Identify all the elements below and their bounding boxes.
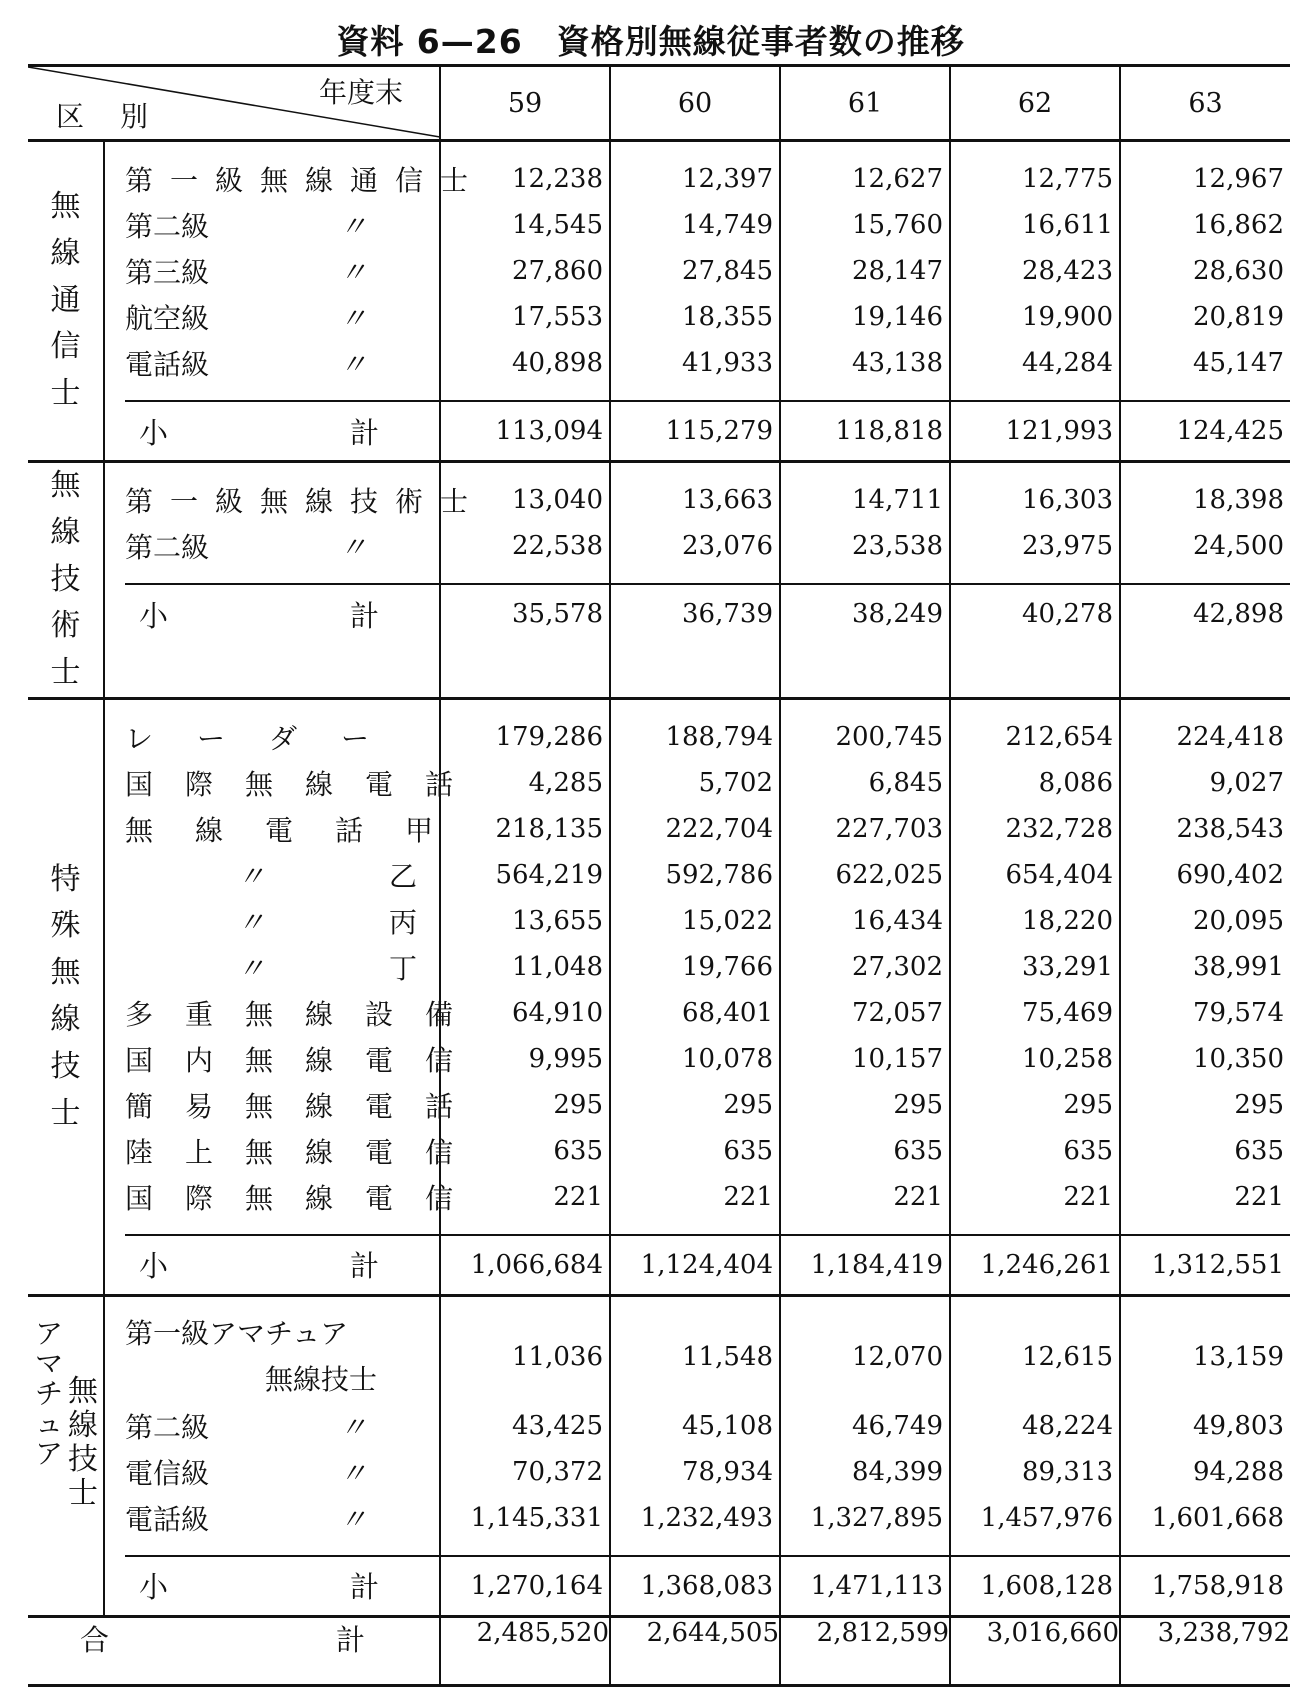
table-cell: 79,574 (1193, 997, 1284, 1028)
table-cell: 無 (50, 468, 81, 503)
table-cell: 218,135 (495, 813, 603, 844)
table-cell: 20,819 (1193, 302, 1284, 332)
table-cell: 75,469 (1022, 997, 1113, 1028)
table-cell: 10,078 (682, 1043, 773, 1074)
table-cell: 19,900 (1022, 302, 1113, 332)
value-column (1120, 141, 1290, 462)
section-amateur-radio (28, 1295, 1290, 1616)
row-label (125, 1449, 439, 1495)
table-cell: 635 (1234, 1135, 1284, 1166)
page-title (0, 16, 1301, 63)
table-cell: 小 (139, 1570, 169, 1605)
value-column (1120, 462, 1290, 699)
row-label (125, 477, 486, 523)
title-text: 資格別無線従事者数の推移 (556, 22, 965, 61)
total-value: 3,238,792 (1120, 1616, 1290, 1685)
table-cell: 221 (723, 1181, 773, 1212)
subtotal-value: 35,578 (441, 583, 609, 643)
table-cell: 12,238 (512, 164, 603, 194)
table-cell: 19,766 (682, 951, 773, 982)
table-cell: 電話級 (125, 348, 210, 381)
group-label (28, 698, 104, 1295)
table-cell: 40,898 (512, 348, 603, 378)
row-label (125, 1128, 486, 1174)
table-cell: 9,027 (1209, 767, 1284, 798)
row-label (125, 1036, 486, 1082)
table-cell: 電話級 (125, 1502, 210, 1536)
table-cell: 18,398 (1193, 485, 1284, 515)
table-cell: 小 (139, 1249, 169, 1284)
table-cell: 〃 (339, 1410, 368, 1444)
table-cell: 15,760 (852, 210, 943, 240)
header-kubetsu: 区別 (56, 100, 185, 133)
table-cell: 11,036 (512, 1341, 603, 1372)
subtotal-value: 1,312,551 (1121, 1234, 1290, 1294)
table-cell: 技 (68, 1441, 98, 1477)
subtotal-value: 121,993 (951, 400, 1119, 460)
subtotal-value: 1,124,404 (611, 1234, 779, 1294)
header-year-end: 年度末 (318, 76, 403, 109)
subtotal-value: 118,818 (781, 400, 949, 460)
table-cell: 224,418 (1176, 721, 1284, 752)
row-label (125, 1495, 439, 1541)
table-cell: 信 (50, 329, 81, 365)
table-cell: 無 (50, 955, 81, 991)
value-column (610, 1295, 780, 1616)
table-cell: 〃 (339, 302, 368, 335)
table-cell: 89,313 (1022, 1456, 1113, 1487)
table-cell: 592,786 (665, 859, 773, 890)
label-column (104, 141, 486, 462)
table-cell: 227,703 (835, 813, 943, 844)
table-cell: 第二級 (125, 1410, 210, 1444)
table-cell: 線 (50, 1001, 81, 1037)
total-label (28, 1616, 440, 1685)
table-cell: 221 (553, 1181, 603, 1212)
label-column (104, 462, 486, 699)
table-cell: 635 (723, 1135, 773, 1166)
value-column (950, 462, 1120, 699)
table-cell: 15,022 (682, 905, 773, 936)
table-cell: 23,975 (1022, 531, 1113, 561)
table-cell: 295 (1234, 1089, 1284, 1120)
table-cell: 24,500 (1193, 531, 1284, 561)
table-cell: 第一級無線技術士 (125, 485, 486, 518)
table-cell: 27,860 (512, 256, 603, 286)
table-cell: 12,967 (1193, 164, 1284, 194)
table-cell: 航空級 (125, 302, 210, 335)
total-value: 2,644,505 (610, 1616, 780, 1685)
table-cell: 9,995 (528, 1043, 603, 1074)
table-cell: 13,159 (1193, 1341, 1284, 1372)
row-label (125, 1311, 439, 1403)
table-cell: 72,057 (852, 997, 943, 1028)
table-cell: 27,845 (682, 256, 773, 286)
table-cell: 18,355 (682, 302, 773, 332)
table-cell: 11,548 (682, 1341, 773, 1372)
table-cell: 238,543 (1176, 813, 1284, 844)
row-label (125, 248, 439, 294)
row-label (125, 760, 486, 806)
table-cell: 12,397 (682, 164, 773, 194)
table-cell: 計 (349, 415, 379, 450)
table-cell: 〃 (237, 951, 266, 985)
table-cell: 49,803 (1193, 1410, 1284, 1441)
table-cell: 無 (68, 1373, 98, 1409)
table-cell: 無線電話甲 (125, 813, 476, 847)
table-cell: 23,076 (682, 531, 773, 561)
subtotal-value: 1,066,684 (441, 1234, 609, 1294)
table-cell: 14,711 (852, 485, 943, 515)
table-cell: 84,399 (852, 1456, 943, 1487)
group-label (28, 1295, 104, 1616)
table-cell: 国際無線電話 (125, 767, 486, 801)
section-radio-operator (28, 141, 1290, 462)
table-cell: 簡易無線電話 (125, 1089, 486, 1123)
value-column (950, 698, 1120, 1295)
table-cell: 特 (50, 861, 81, 897)
value-column (780, 462, 950, 699)
table-cell: 第二級 (125, 531, 210, 564)
row-label (125, 294, 439, 340)
title-ref: 資料 6—26 (336, 22, 523, 61)
table-cell: 士 (68, 1475, 98, 1511)
table-cell: 295 (893, 1089, 943, 1120)
subtotal-label (125, 1555, 439, 1615)
value-column (610, 141, 780, 462)
table-cell: ア (34, 1436, 63, 1470)
value-column (1120, 698, 1290, 1295)
subtotal-value: 1,608,128 (951, 1555, 1119, 1615)
table-cell: 13,663 (682, 485, 773, 515)
value-column (780, 141, 950, 462)
table-cell: 計 (335, 1622, 365, 1657)
year-header: 61 (780, 66, 950, 141)
table-cell: 計 (349, 1570, 379, 1605)
row-label (125, 990, 486, 1036)
table-cell: 38,991 (1193, 951, 1284, 982)
table-cell: ュ (34, 1406, 63, 1440)
table-cell: 221 (1234, 1181, 1284, 1212)
value-column (440, 1295, 610, 1616)
row-label (125, 340, 439, 386)
table-cell: 〃 (339, 348, 368, 381)
table-cell: 14,545 (512, 210, 603, 240)
table-cell: 12,070 (852, 1341, 943, 1372)
row-label (125, 898, 439, 944)
value-column (950, 141, 1120, 462)
table-cell: 乙 (388, 859, 417, 893)
table-cell: 第一級アマチュア (125, 1316, 349, 1350)
table-cell: 222,704 (665, 813, 773, 844)
table-cell: 1,232,493 (640, 1502, 773, 1533)
table-cell: 殊 (50, 908, 81, 944)
group-label (28, 462, 104, 699)
table-cell: 計 (349, 598, 379, 633)
row-label (125, 852, 439, 898)
table-cell: 28,423 (1022, 256, 1113, 286)
subtotal-value: 36,739 (611, 583, 779, 643)
header-row (28, 66, 1290, 141)
subtotal-label (125, 583, 439, 643)
table-cell: 小 (139, 415, 169, 450)
qualification-table (28, 64, 1290, 1687)
table-cell: 200,745 (835, 721, 943, 752)
table-cell: 635 (1063, 1135, 1113, 1166)
table-cell: 1,327,895 (810, 1502, 943, 1533)
subtotal-label (125, 1234, 439, 1294)
row-label (125, 1082, 486, 1128)
subtotal-label (125, 400, 439, 460)
subtotal-value: 1,270,164 (441, 1555, 609, 1615)
table-cell: 第一級無線通信士 (125, 164, 486, 197)
table-cell: 635 (553, 1135, 603, 1166)
total-value: 3,016,660 (950, 1616, 1120, 1685)
total-row (28, 1616, 1290, 1685)
table-cell: 16,434 (852, 905, 943, 936)
table-cell: 士 (50, 376, 81, 412)
table-cell: 46,749 (852, 1410, 943, 1441)
table-cell: 45,108 (682, 1410, 773, 1441)
table-cell: 16,862 (1193, 210, 1284, 240)
subtotal-value: 1,184,419 (781, 1234, 949, 1294)
row-label (125, 523, 439, 569)
table-cell: 43,425 (512, 1410, 603, 1441)
table-cell: 43,138 (852, 348, 943, 378)
value-column (950, 1295, 1120, 1616)
table-cell: 5,702 (698, 767, 773, 798)
table-cell: 28,630 (1193, 256, 1284, 286)
table-cell: 22,538 (512, 531, 603, 561)
table-cell: 術 (50, 608, 81, 644)
table-cell: 19,146 (852, 302, 943, 332)
row-label (125, 1403, 439, 1449)
subtotal-value: 113,094 (441, 400, 609, 460)
table-cell: 33,291 (1022, 951, 1113, 982)
table-cell: 線 (68, 1407, 98, 1443)
table-cell: 国際無線電信 (125, 1181, 486, 1215)
year-header: 59 (440, 66, 610, 141)
table-cell: 295 (1063, 1089, 1113, 1120)
table-cell: 士 (50, 655, 81, 691)
header-corner (28, 66, 440, 141)
table-cell: 10,157 (852, 1043, 943, 1074)
table-cell: 179,286 (495, 721, 603, 752)
table-cell: 〃 (339, 1456, 368, 1490)
subtotal-value: 115,279 (611, 400, 779, 460)
group-label (28, 141, 104, 462)
table-cell: 622,025 (835, 859, 943, 890)
table-cell: 10,350 (1193, 1043, 1284, 1074)
table-cell: 232,728 (1005, 813, 1113, 844)
section-radio-engineer (28, 462, 1290, 699)
table-cell: 〃 (237, 905, 266, 939)
table-cell: 〃 (339, 256, 368, 289)
table-cell: 295 (553, 1089, 603, 1120)
table-cell: 12,775 (1022, 164, 1113, 194)
table-cell: 564,219 (495, 859, 603, 890)
table-cell: 通 (50, 282, 81, 318)
row-label (125, 202, 439, 248)
table-cell: マ (34, 1346, 63, 1380)
table-cell: 電信級 (125, 1456, 210, 1490)
row-label (125, 714, 439, 760)
subtotal-value: 1,471,113 (781, 1555, 949, 1615)
table-cell: 188,794 (665, 721, 773, 752)
row-label (125, 944, 439, 990)
table-cell: 陸上無線電信 (125, 1135, 486, 1169)
table-cell: 68,401 (682, 997, 773, 1028)
value-column (1120, 1295, 1290, 1616)
table-cell: 78,934 (682, 1456, 773, 1487)
subtotal-value: 40,278 (951, 583, 1119, 643)
table-cell: 士 (50, 1095, 81, 1131)
table-cell: ア (34, 1316, 63, 1350)
label-column (104, 1295, 440, 1616)
table-cell: 〃 (339, 1502, 368, 1536)
subtotal-value: 1,246,261 (951, 1234, 1119, 1294)
value-column (780, 698, 950, 1295)
section-special-radio (28, 698, 1290, 1295)
table-cell: 小 (139, 598, 169, 633)
table-cell: 23,538 (852, 531, 943, 561)
label-column (104, 698, 486, 1295)
year-header: 63 (1120, 66, 1290, 141)
table-cell: 212,654 (1005, 721, 1113, 752)
year-header: 62 (950, 66, 1120, 141)
table-cell: 14,749 (682, 210, 773, 240)
table-cell: 6,845 (868, 767, 943, 798)
row-label (125, 1174, 486, 1220)
table-cell: 計 (349, 1249, 379, 1284)
table-cell: 線 (50, 514, 81, 550)
table-cell: 635 (893, 1135, 943, 1166)
table-cell: 1,601,668 (1151, 1502, 1284, 1533)
subtotal-value: 38,249 (781, 583, 949, 643)
table-cell: 無 (50, 189, 81, 224)
table-cell: 221 (893, 1181, 943, 1212)
table-cell: 44,284 (1022, 348, 1113, 378)
table-cell: 12,615 (1022, 1341, 1113, 1372)
year-header: 60 (610, 66, 780, 141)
table-cell: 45,147 (1193, 348, 1284, 378)
table-cell: 654,404 (1005, 859, 1113, 890)
table-cell: 線 (50, 235, 81, 271)
total-value: 2,485,520 (440, 1616, 610, 1685)
table-cell: 無線技士 (265, 1362, 378, 1396)
table-cell: 〃 (339, 210, 368, 243)
table-cell: 第二級 (125, 210, 210, 243)
table-cell: 13,040 (512, 485, 603, 515)
table-cell: 丁 (388, 951, 417, 985)
row-label (125, 156, 486, 202)
table-cell: 28,147 (852, 256, 943, 286)
table-cell: 8,086 (1038, 767, 1113, 798)
table-cell: チ (34, 1376, 63, 1410)
table-cell: 94,288 (1193, 1456, 1284, 1487)
table-cell: 17,553 (512, 302, 603, 332)
table-cell: 48,224 (1022, 1410, 1113, 1441)
table-cell: 20,095 (1193, 905, 1284, 936)
value-column (610, 462, 780, 699)
value-column (780, 1295, 950, 1616)
value-column (610, 698, 780, 1295)
table-cell: 〃 (237, 859, 266, 893)
table-cell: 18,220 (1022, 905, 1113, 936)
table-cell: 64,910 (512, 997, 603, 1028)
table-cell: レーダー (125, 721, 414, 755)
subtotal-value: 1,758,918 (1121, 1555, 1290, 1615)
table-cell: 丙 (388, 905, 417, 939)
table-cell: 1,457,976 (980, 1502, 1113, 1533)
table-cell: 4,285 (528, 767, 603, 798)
table-cell: 690,402 (1176, 859, 1284, 890)
table-cell: 16,611 (1022, 210, 1113, 240)
row-label (125, 806, 476, 852)
table-cell: 12,627 (852, 164, 943, 194)
table-cell: 11,048 (512, 951, 603, 982)
total-value: 2,812,599 (780, 1616, 950, 1685)
table-cell: 41,933 (682, 348, 773, 378)
table-cell: 合 (80, 1622, 110, 1657)
table-cell: 技 (50, 1048, 81, 1084)
table-cell: 国内無線電信 (125, 1043, 486, 1077)
table-cell: 10,258 (1022, 1043, 1113, 1074)
table-cell: 13,655 (512, 905, 603, 936)
table-cell: 1,145,331 (470, 1502, 603, 1533)
table-cell: 技 (50, 561, 81, 597)
subtotal-value: 124,425 (1121, 400, 1290, 460)
table-cell: 27,302 (852, 951, 943, 982)
table-cell: 第三級 (125, 256, 210, 289)
table-cell: 16,303 (1022, 485, 1113, 515)
table-cell: 〃 (339, 531, 368, 564)
subtotal-value: 42,898 (1121, 583, 1290, 643)
table-cell: 70,372 (512, 1456, 603, 1487)
table-cell: 221 (1063, 1181, 1113, 1212)
subtotal-value: 1,368,083 (611, 1555, 779, 1615)
table-cell: 295 (723, 1089, 773, 1120)
table-cell: 多重無線設備 (125, 997, 486, 1031)
